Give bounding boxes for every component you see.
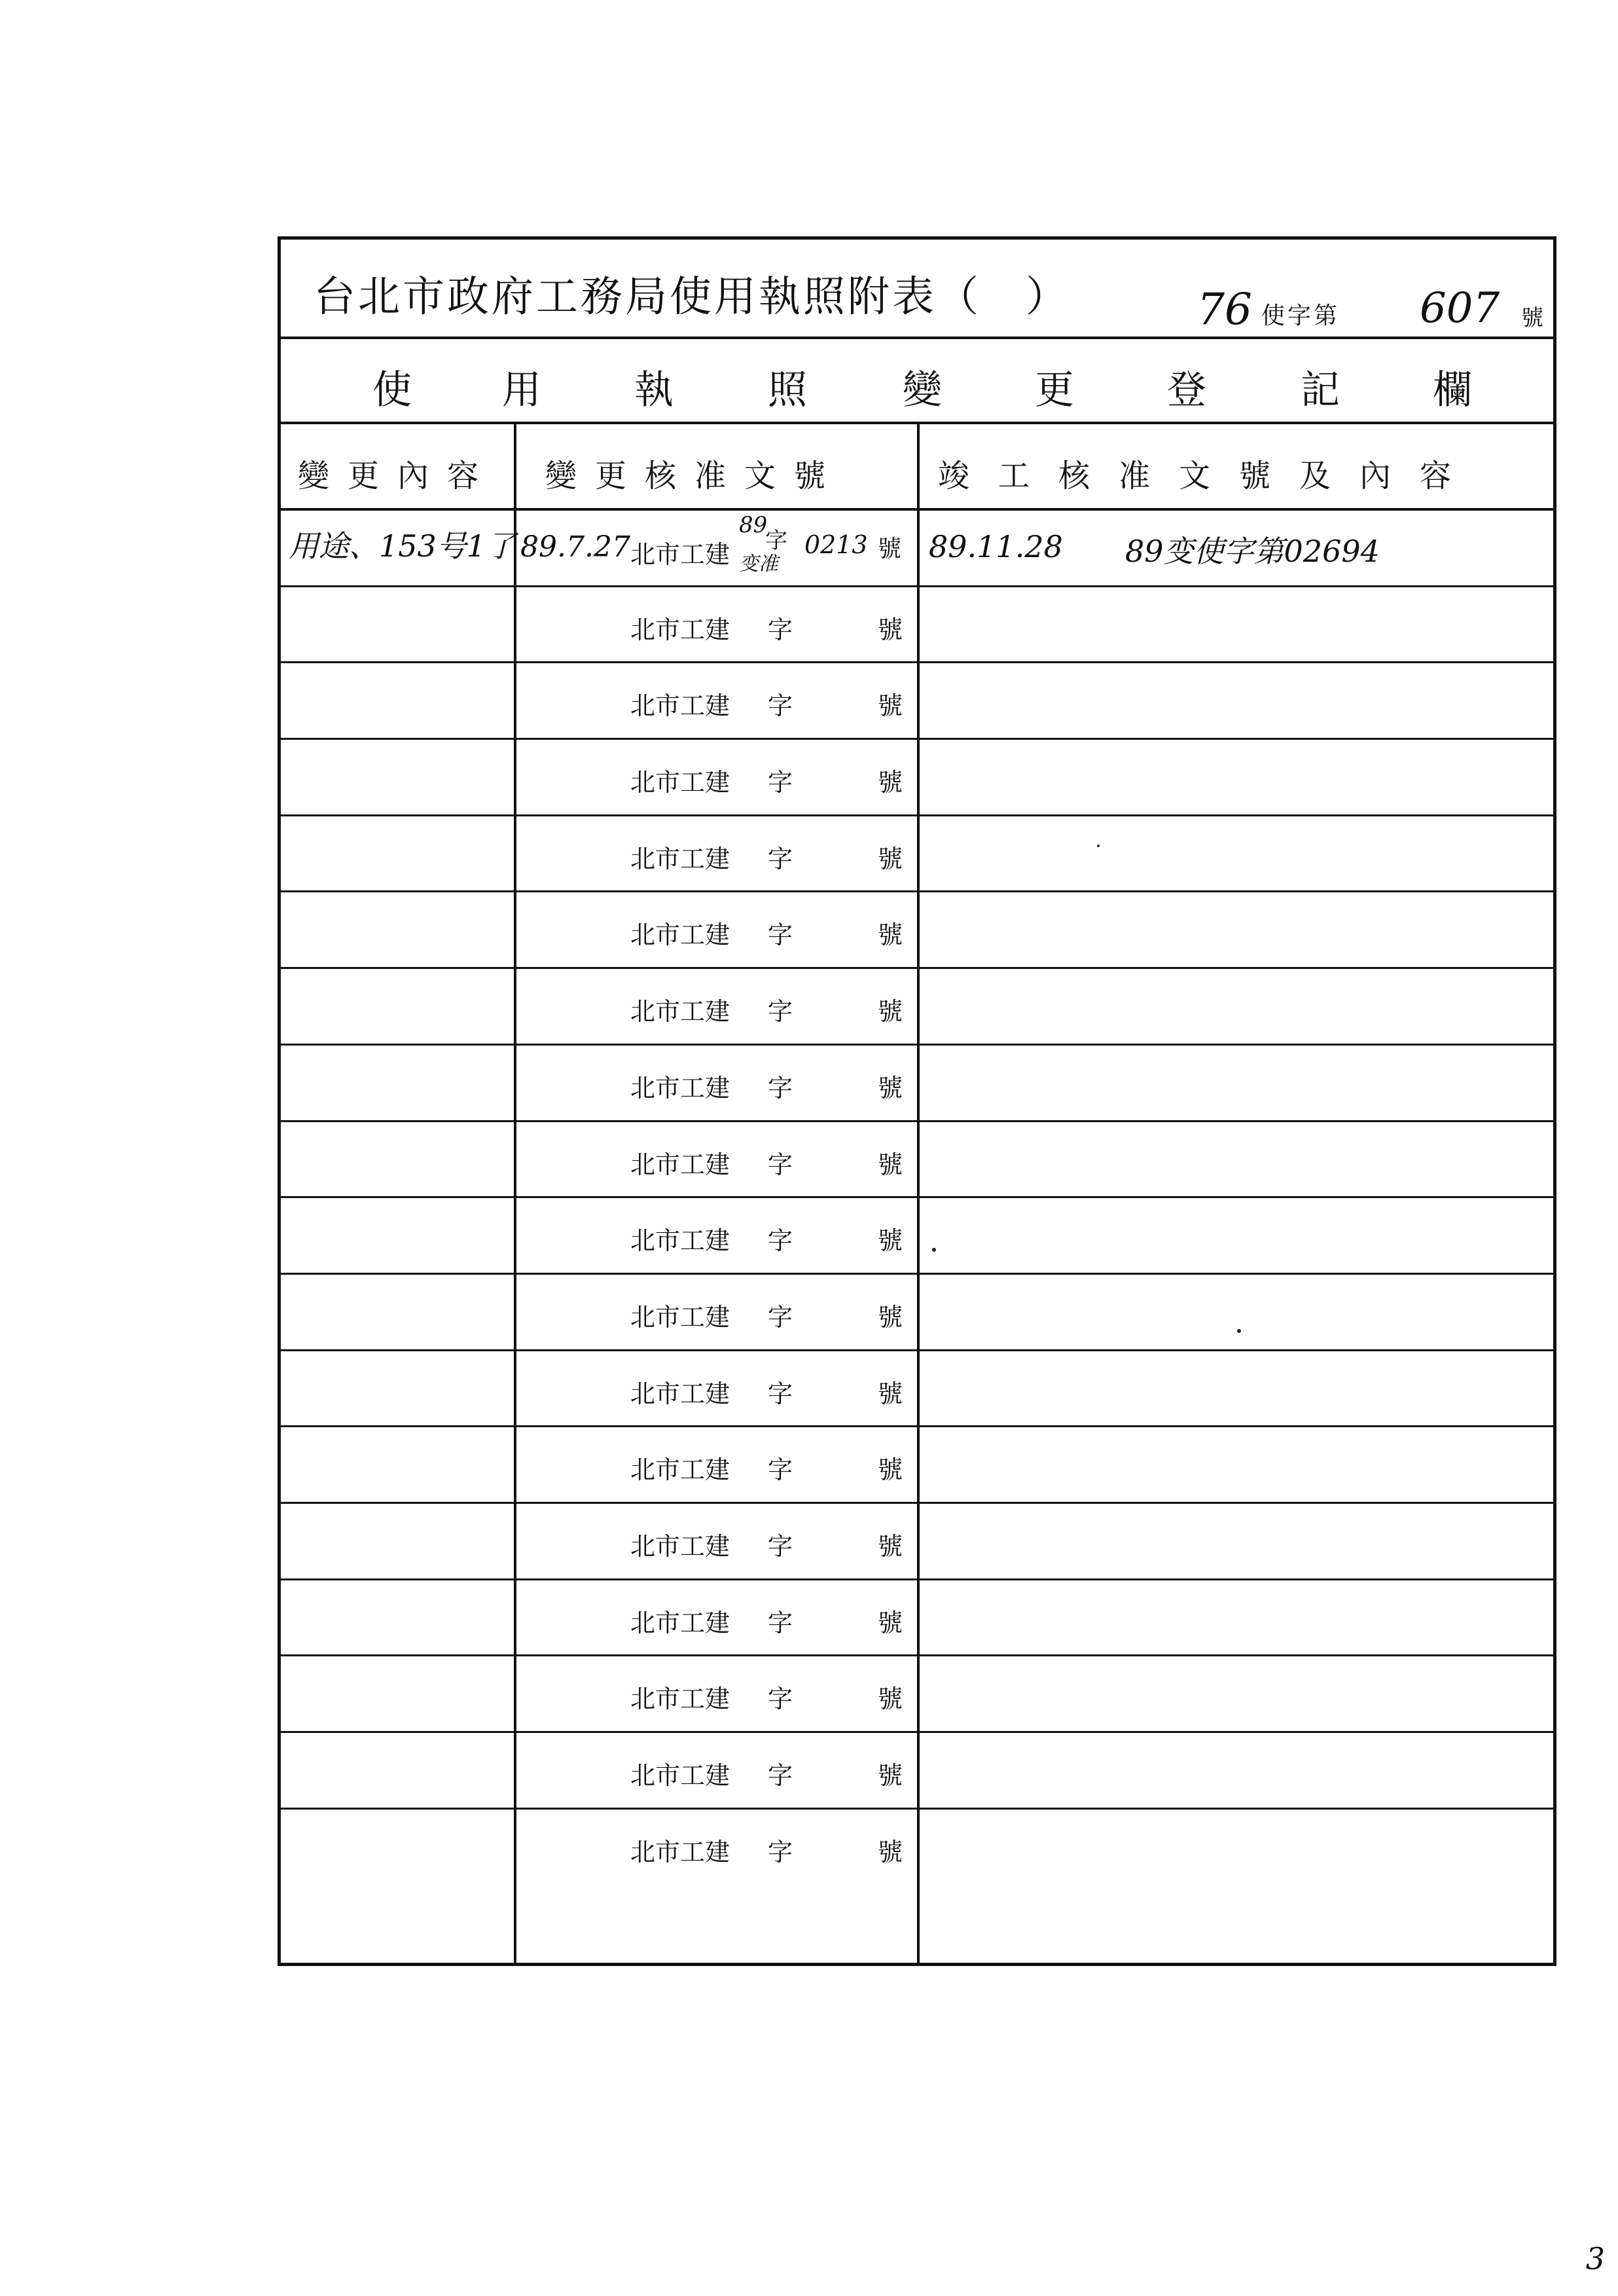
table-row xyxy=(281,1351,1553,1428)
header-completion-doc-no: 竣工核准文號及內容 xyxy=(938,458,1481,494)
section-char: 用 xyxy=(502,367,541,413)
row-prefix: 北市工建 xyxy=(630,1761,730,1790)
row-hao: 號 xyxy=(878,536,902,562)
section-char: 照 xyxy=(768,367,807,413)
scan-speck xyxy=(932,1248,936,1252)
table-row xyxy=(281,511,1553,587)
row-prefix: 北市工建 xyxy=(630,1837,730,1867)
row-hao: 號 xyxy=(878,1073,903,1102)
row-hao: 號 xyxy=(878,844,903,873)
row-prefix: 北市工建 xyxy=(630,1455,730,1485)
table-row xyxy=(281,1580,1553,1657)
row-prefix: 北市工建 xyxy=(630,1608,730,1637)
row-zi: 字 xyxy=(765,528,787,554)
table-row xyxy=(281,1275,1553,1351)
row-hao: 號 xyxy=(878,1608,903,1637)
section-heading xyxy=(281,339,1553,424)
row-hao: 號 xyxy=(878,615,903,644)
row-prefix: 北市工建 xyxy=(630,920,730,950)
row-prefix: 北市工建 xyxy=(630,540,730,569)
table-row xyxy=(281,969,1553,1046)
license-label: 使字第 xyxy=(1261,302,1340,329)
table-row xyxy=(281,1810,1553,1886)
table-row xyxy=(281,1504,1553,1580)
row-prefix: 北市工建 xyxy=(630,844,730,873)
row-hao: 號 xyxy=(878,768,903,797)
row-hao: 號 xyxy=(878,1685,903,1714)
form-title: 台北市政府工務局使用執照附表（ ） xyxy=(314,273,1070,321)
row-zi: 字 xyxy=(768,1608,793,1637)
scan-speck xyxy=(1237,1329,1241,1333)
row-zi: 字 xyxy=(768,1302,793,1332)
completion-text-handwritten: 89变使字第02694 xyxy=(1125,534,1380,569)
license-suffix: 號 xyxy=(1521,305,1543,331)
row-hao: 號 xyxy=(878,1379,903,1408)
change-content-handwritten: 用途、153号1了 xyxy=(289,528,516,564)
table-row xyxy=(281,740,1553,816)
table-row xyxy=(281,1656,1553,1733)
page-number: 3 xyxy=(1585,2241,1605,2276)
table-row xyxy=(281,892,1553,969)
section-char: 欄 xyxy=(1433,367,1472,413)
section-char: 變 xyxy=(903,367,942,413)
row-zi: 字 xyxy=(768,844,793,873)
row-hao: 號 xyxy=(878,920,903,950)
row-zi: 字 xyxy=(768,1150,793,1179)
row-prefix: 北市工建 xyxy=(630,1531,730,1561)
header-approval-doc-no: 變更核准文號 xyxy=(545,458,844,494)
row-zi: 字 xyxy=(768,1073,793,1102)
row-zi: 字 xyxy=(768,1837,793,1867)
approval-note-handwritten: 变准 xyxy=(739,553,778,575)
license-attachment-form xyxy=(278,236,1556,1966)
table-row xyxy=(281,1122,1553,1199)
row-prefix: 北市工建 xyxy=(630,768,730,797)
row-prefix: 北市工建 xyxy=(630,1150,730,1179)
row-zi: 字 xyxy=(768,1685,793,1714)
row-prefix: 北市工建 xyxy=(630,997,730,1027)
row-hao: 號 xyxy=(878,997,903,1027)
table-row xyxy=(281,1046,1553,1122)
section-char: 使 xyxy=(372,367,412,413)
row-hao: 號 xyxy=(878,1150,903,1179)
row-hao: 號 xyxy=(878,1761,903,1790)
table-row xyxy=(281,1427,1553,1504)
license-year-handwritten: 76 xyxy=(1197,284,1252,335)
row-hao: 號 xyxy=(878,1226,903,1256)
row-prefix: 北市工建 xyxy=(630,1226,730,1256)
section-char: 登 xyxy=(1167,367,1206,413)
row-zi: 字 xyxy=(768,1761,793,1790)
row-hao: 號 xyxy=(878,1837,903,1867)
row-prefix: 北市工建 xyxy=(630,691,730,721)
row-zi: 字 xyxy=(768,920,793,950)
row-hao: 號 xyxy=(878,1455,903,1485)
row-zi: 字 xyxy=(768,1455,793,1485)
approval-date-handwritten: 89.7.27 xyxy=(520,530,630,564)
scan-speck xyxy=(1097,845,1100,847)
row-hao: 號 xyxy=(878,1302,903,1332)
section-char: 記 xyxy=(1301,367,1340,413)
row-hao: 號 xyxy=(878,1531,903,1561)
section-char: 執 xyxy=(634,367,674,413)
row-zi: 字 xyxy=(768,1226,793,1256)
row-zi: 字 xyxy=(768,997,793,1027)
row-zi: 字 xyxy=(768,768,793,797)
row-prefix: 北市工建 xyxy=(630,1302,730,1332)
table-body xyxy=(281,511,1553,1886)
row-prefix: 北市工建 xyxy=(630,1073,730,1102)
row-prefix: 北市工建 xyxy=(630,1685,730,1714)
row-zi: 字 xyxy=(768,691,793,721)
row-zi: 字 xyxy=(768,1379,793,1408)
section-char: 更 xyxy=(1035,367,1074,413)
approval-year-handwritten: 89 xyxy=(739,512,768,538)
table-row xyxy=(281,1198,1553,1275)
row-prefix: 北市工建 xyxy=(630,615,730,644)
row-prefix: 北市工建 xyxy=(630,1379,730,1408)
license-number-handwritten: 607 xyxy=(1420,284,1500,333)
table-row xyxy=(281,663,1553,740)
row-zi: 字 xyxy=(768,615,793,644)
table-row xyxy=(281,1733,1553,1810)
approval-number-handwritten: 0213 xyxy=(804,530,868,559)
row-zi: 字 xyxy=(768,1531,793,1561)
title-row xyxy=(281,240,1553,339)
table-row xyxy=(281,587,1553,664)
table-row xyxy=(281,816,1553,893)
row-hao: 號 xyxy=(878,691,903,721)
completion-date-handwritten: 89.11.28 xyxy=(929,529,1063,564)
header-change-content: 變更內容 xyxy=(298,458,497,494)
